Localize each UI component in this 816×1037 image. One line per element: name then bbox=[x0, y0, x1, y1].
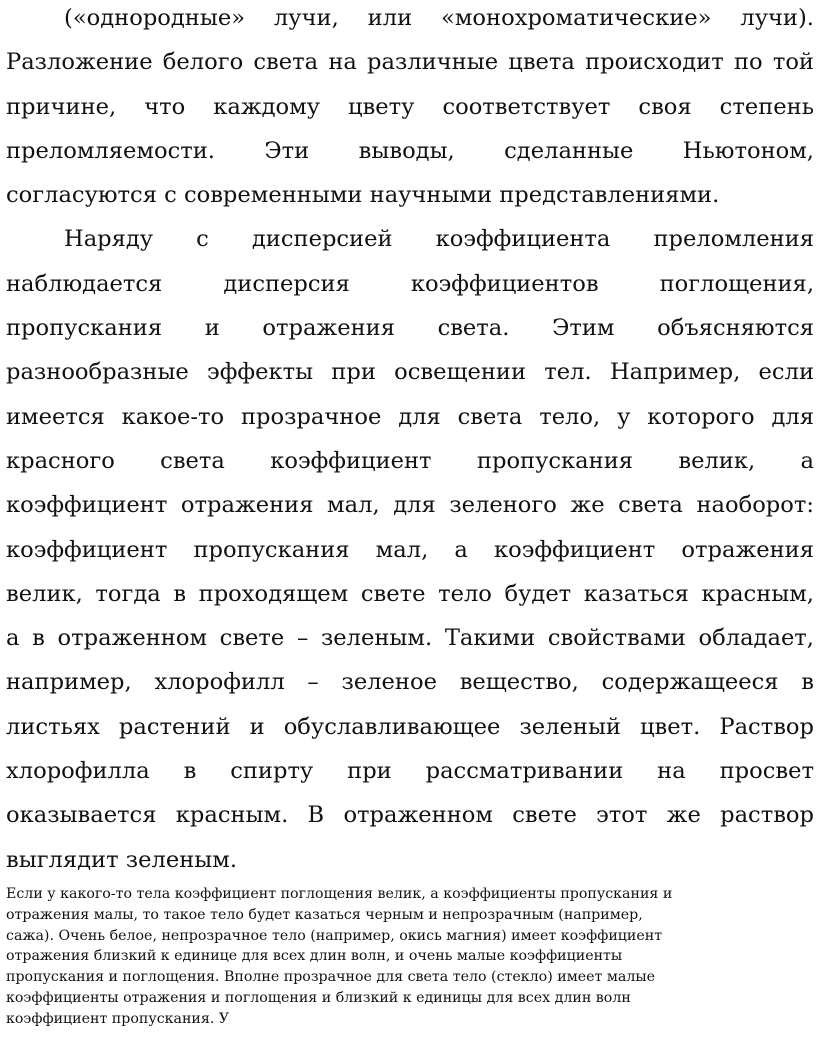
document-page bbox=[6, 0, 814, 1027]
text-line: например, хлорофилл – зеленое вещество, содержащееся в bbox=[6, 669, 814, 696]
text-line: коэффициент отражения мал, для зеленого же света наоборот: bbox=[6, 492, 814, 519]
text-line: оказывается красным. В отраженном свете этот же раствор bbox=[6, 802, 814, 829]
footnote-line: Если у какого-то тела коэффициент поглощения велик, а коэффициенты пропускания и bbox=[6, 886, 673, 902]
text-line: наблюдается дисперсия коэффициентов поглощения, bbox=[6, 270, 814, 297]
text-line: красного света коэффициент пропускания велик, а bbox=[6, 447, 814, 474]
paragraph-2 bbox=[6, 217, 814, 881]
footnote-line: коэффициент пропускания. У bbox=[6, 1010, 230, 1027]
text-line: листьях растений и обуславливающее зеленый цвет. Раствор bbox=[6, 713, 814, 740]
text-line: пропускания и отражения света. Этим объясняются bbox=[6, 315, 814, 342]
footnote-line: сажа). Очень белое, непрозрачное тело (например, окись магния) имеет коэффициент bbox=[6, 927, 663, 944]
paragraph-1 bbox=[6, 0, 814, 217]
text-line: а в отраженном свете – зеленым. Такими свойствами обладает, bbox=[6, 625, 814, 652]
text-line: («однородные» лучи, или «монохроматические» лучи). bbox=[64, 5, 814, 31]
text-line: выглядит зеленым. bbox=[6, 846, 238, 873]
footnote-line: коэффициенты отражения и поглощения и близкий к единицы для всех длин волн bbox=[6, 989, 631, 1006]
text-line: разнообразные эффекты при освещении тел. Например, если bbox=[6, 359, 814, 386]
text-line: имеется какое-то прозрачное для света тело, у которого для bbox=[6, 403, 814, 430]
text-line: коэффициент пропускания мал, а коэффициент отражения bbox=[6, 536, 814, 563]
text-line: преломляемости. Эти выводы, сделанные Ньютоном, bbox=[6, 137, 814, 164]
footnote-line: отражения малы, то такое тело будет казаться черным и непрозрачным (например, bbox=[6, 906, 643, 923]
text-line: причине, что каждому цвету соответствует своя степень bbox=[6, 93, 814, 120]
footnote-line: отражения близкий к единице для всех длин волн, и очень малые коэффициенты bbox=[6, 948, 623, 965]
text-line: Разложение белого света на различные цвета происходит по той bbox=[6, 49, 814, 76]
footnote-line: пропускания и поглощения. Вполне прозрачное для света тело (стекло) имеет малые bbox=[6, 969, 656, 986]
text-line: велик, тогда в проходящем свете тело будет казаться красным, bbox=[6, 580, 814, 607]
text-line: Наряду с дисперсией коэффициента преломления bbox=[64, 226, 814, 253]
footnote-block bbox=[6, 884, 814, 1030]
text-line: хлорофилла в спирту при рассматривании на просвет bbox=[6, 758, 814, 785]
text-line: согласуются с современными научными представлениями. bbox=[6, 182, 720, 209]
